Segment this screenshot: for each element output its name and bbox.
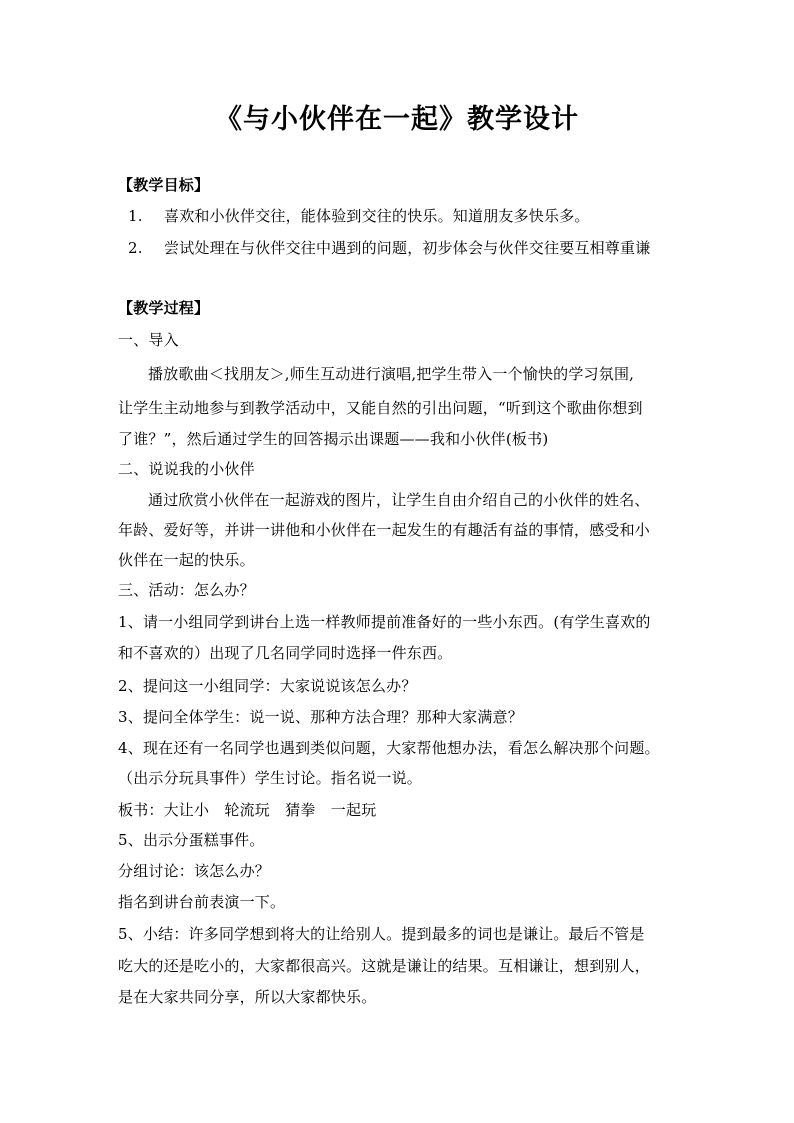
goal-text: 尝试处理在与伙伴交往中遇到的问题，初步体会与伙伴交往要互相尊重谦 (164, 239, 651, 257)
goal-item-1 (118, 206, 688, 226)
activity-line: 和不喜欢的）出现了几名同学同时选择一件东西。 (118, 644, 453, 662)
document-title: 《与小伙伴在一起》教学设计 (215, 104, 579, 135)
activity-line: 2、提问这一小组同学：大家说说该怎么办？ (118, 677, 417, 695)
paragraph-line: 播放歌曲＜找朋友＞,师生互动进行演唱,把学生带入一个愉快的学习氛围, (148, 365, 635, 383)
paragraph-line: 让学生主动地参与到教学活动中，又能自然的引出问题，“听到这个歌曲你想到 (118, 399, 643, 417)
activity-line: 5、出示分蛋糕事件。 (118, 831, 265, 849)
activity-line: 指名到讲台前表演一下。 (118, 893, 286, 911)
activity-line: 分组讨论：该怎么办？ (118, 862, 271, 880)
paragraph-line: 了谁？”，然后通过学生的回答揭示出课题——我和小伙伴(板书) (118, 430, 549, 448)
paragraph-line: 伙伴在一起的快乐。 (118, 551, 255, 569)
section-heading-activity: 三、活动：怎么办？ (118, 581, 255, 599)
section-heading-partners: 二、说说我的小伙伴 (118, 460, 255, 478)
board-writing: 板书：大让小 轮流玩 猜拳 一起玩 (118, 801, 377, 819)
summary-line: 是在大家共同分享，所以大家都快乐。 (118, 988, 377, 1006)
activity-line: 4、现在还有一名同学也遇到类似问题，大家帮他想办法，看怎么解决那个问题。 (118, 739, 660, 757)
activity-line: 3、提问全体学生：说一说、那种方法合理？那种大家满意？ (118, 708, 523, 726)
paragraph-line: 年龄、爱好等，并讲一讲他和小伙伴在一起发生的有趣活有益的事情，感受和小 (118, 521, 651, 539)
goals-heading: 【教学目标】 (118, 176, 210, 194)
goal-number: 2. (128, 239, 143, 257)
goal-number: 1. (128, 207, 143, 225)
summary-line: 5、小结：许多同学想到将大的让给别人。提到最多的词也是谦让。最后不管是 (118, 925, 645, 943)
goal-text: 喜欢和小伙伴交往，能体验到交往的快乐。知道朋友多快乐多。 (164, 207, 590, 225)
activity-line: （出示分玩具事件）学生讨论。指名说一说。 (118, 769, 423, 787)
paragraph-line: 通过欣赏小伙伴在一起游戏的图片，让学生自由介绍自己的小伙伴的姓名、 (148, 491, 650, 509)
process-heading: 【教学过程】 (118, 299, 210, 317)
goal-item-2 (118, 238, 688, 258)
summary-line: 吃大的还是吃小的，大家都很高兴。这就是谦让的结果。互相谦让，想到别人， (118, 957, 651, 975)
section-heading-intro: 一、导入 (118, 331, 179, 349)
activity-line: 1、请一小组同学到讲台上选一样教师提前准备好的一些小东西。(有学生喜欢的 (118, 613, 651, 631)
